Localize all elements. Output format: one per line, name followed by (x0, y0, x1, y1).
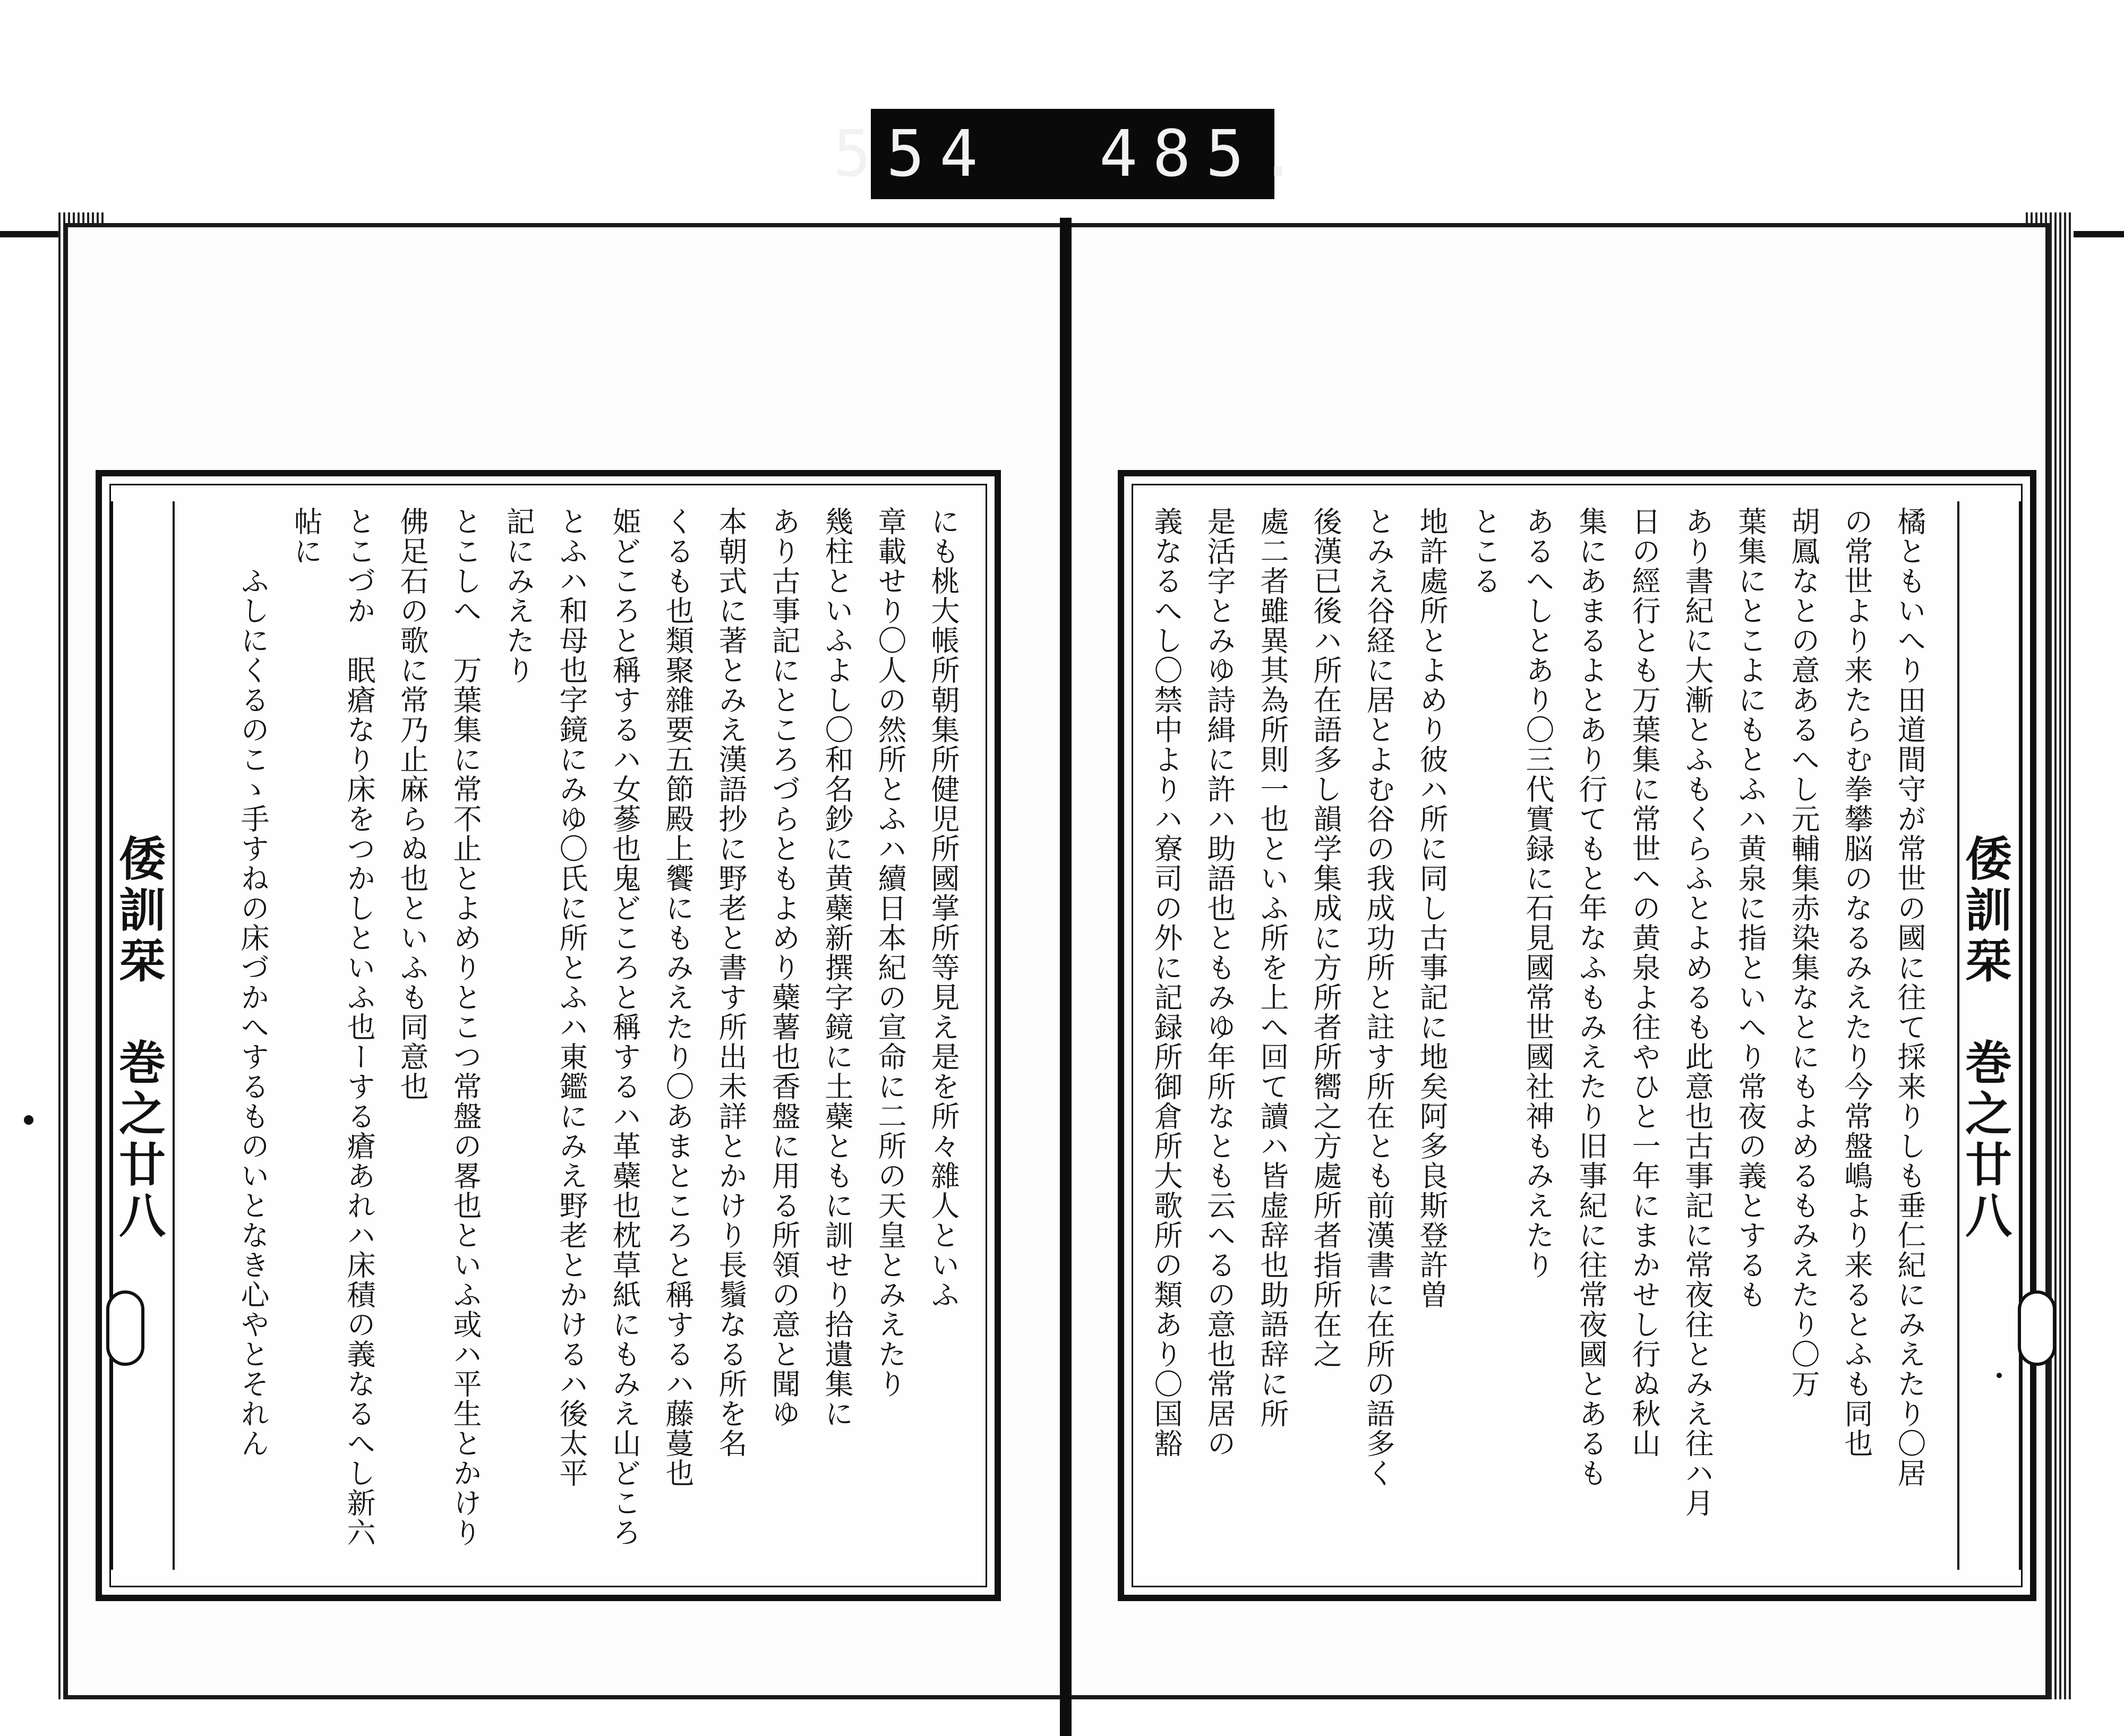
text-column: 姫どころと稱するハ女蔘也鬼どころと稱するハ革蘗也枕草紙にもみえ山どころ (608, 507, 641, 1547)
text-column: 是活字とみゆ詩緝に許ハ助語也ともみゆ年所なとも云へるの意也常居の (1203, 507, 1236, 1458)
text-column: 日の經行とも万葉集に常世への黄泉よ往やひと一年にまかせし行ぬ秋山 (1628, 507, 1661, 1458)
left-text-body (196, 507, 970, 1564)
text-column: 佛足石の歌に常乃止麻らぬ也といふも同意也 (396, 507, 429, 1101)
call-number: 554 485. (833, 117, 1313, 191)
right-inner-border (1132, 484, 2023, 1587)
text-column: の常世より来たらむ拳攀脳のなるみえたり今常盤嶋より来るとふも同也 (1840, 507, 1873, 1458)
text-column: ふしにくるのこゝ手すねの床づかへするものいとなき心やとそれん (236, 507, 270, 1458)
text-column: 後漢已後ハ所在語多し韻学集成に方所者所嚮之方處所者指所在之 (1309, 507, 1342, 1369)
text-column: 胡鳳なとの意あるへし元輔集赤染集なとにもよめるもみえたり〇万 (1787, 507, 1820, 1399)
text-column: とこる (1468, 507, 1502, 596)
text-column: 記にみえたり (502, 507, 535, 685)
text-column: 章載せり〇人の然所とふハ續日本紀の宣命に二所の天皇とみえたり (873, 507, 907, 1399)
text-column: 幾柱といふよし〇和名鈔に黄蘗新撰字鏡に土蘗ともに訓せり拾遺集に (820, 507, 854, 1429)
text-column: くるも也類聚雜要五節殿上饗にもみえたり〇あまところと稱するハ藤蔓也 (661, 507, 695, 1488)
text-column: 葉集にとこよにもとふハ黄泉に指といへり常夜の義とするも (1734, 507, 1767, 1310)
text-column: とこづか 眠瘡なり床をつかしといふ也ーする瘡あれハ床積の義なるへし新六 (342, 507, 376, 1547)
text-column: 本朝式に著とみえ漢語抄に野老と書す所出未詳とかけり長鬚なる所を名 (714, 507, 748, 1458)
text-column: あるへしとあり〇三代實録に石見國常世國社神もみえたり (1521, 507, 1555, 1280)
text-column: にも桃大帳所朝集所健児所國掌所等見え是を所々雜人といふ (927, 507, 960, 1310)
text-column: とみえ谷経に居とよむ谷の我成功所と註す所在とも前漢書に在所の語多く (1362, 507, 1395, 1488)
left-margin-title: 倭訓栞 巻之廿八 (111, 501, 175, 1570)
left-inner-border (109, 484, 987, 1587)
right-text-frame (1118, 470, 2036, 1601)
text-column: 義なるへし〇禁中よりハ寮司の外に記録所御倉所大歌所の類あり〇国豁 (1150, 507, 1183, 1458)
text-column: 帖に (289, 507, 323, 566)
text-column: あり書紀に大漸とふもくらふとよめるも此意也古事記に常夜往とみえ往ハ月 (1681, 507, 1714, 1518)
book-spine (1060, 218, 1072, 1736)
text-column: とふハ和母也字鏡にみゆ〇氏に所とふハ東鑑にみえ野老とかけるハ後太平 (555, 507, 588, 1488)
left-text-frame (96, 470, 1001, 1601)
text-column: あり古事記にところづらともよめり蘗薯也香盤に用る所領の意と聞ゆ (767, 507, 801, 1429)
text-column: 地許處所とよめり彼ハ所に同し古事記に地矣阿多良斯登許曽 (1415, 507, 1449, 1310)
text-column: とこしへ 万葉集に常不止とよめりとこつ常盤の畧也といふ或ハ平生とかけり (449, 507, 482, 1547)
right-text-body (1149, 507, 1936, 1564)
text-column: 橘ともいへり田道間守が常世の國に往て採来りしも垂仁紀にみえたり〇居 (1893, 507, 1926, 1488)
scan-speck (24, 1115, 33, 1125)
scan-speck (1997, 1373, 2002, 1378)
text-column: 處二者雖異其為所則一也といふ所を上へ回て讀ハ皆虚辞也助語辞に所 (1256, 507, 1289, 1429)
right-margin-title: 倭訓栞 巻之廿八 (1957, 501, 2021, 1570)
call-number-label (833, 109, 1313, 199)
text-column: 集にあまるよとあり行てもと年なふもみえたり旧事紀に往常夜國とあるも (1574, 507, 1608, 1488)
right-thread-hole-mark (2018, 1290, 2056, 1366)
left-thread-hole-mark (106, 1290, 144, 1366)
